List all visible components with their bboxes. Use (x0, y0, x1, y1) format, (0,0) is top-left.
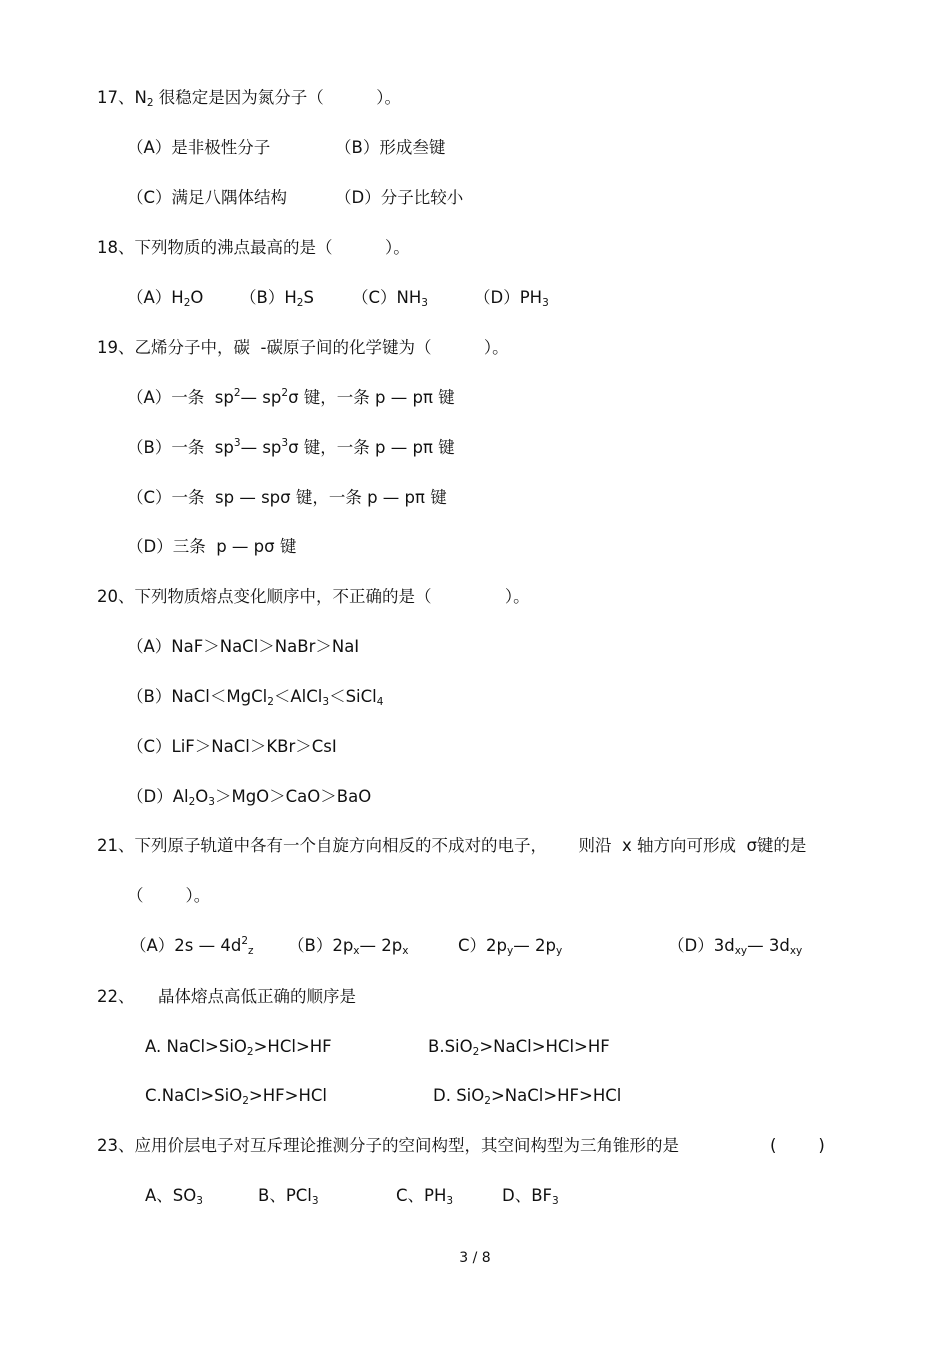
option-23a: A、$SO_3$ (145, 1186, 203, 1207)
option-20d: $(D)Al_2O_3>MgO>CaO>BaO$ (127, 787, 372, 808)
option-20a: （A）NaF＞NaCl＞NaBr＞NaI (127, 637, 360, 656)
question-23-stem: 23、应用价层电子对互斥理论推测分子的空间构型，其空间构型为三角锥形的是 (97, 1136, 679, 1155)
option-18c: $(C)NH_3$ (352, 288, 428, 309)
question-23-answer-blank: ( ) (770, 1136, 825, 1155)
question-number: 17、 (97, 88, 135, 107)
option-23d: D、$BF_3$ (502, 1186, 559, 1207)
option-21b: $(B)2p_x—$ $2p_x$ (288, 936, 409, 957)
option-17a: （A）是非极性分子 (127, 138, 271, 157)
question-21-stem: 21、下列原子轨道中各有一个自旋方向相反的不成对的电子， 则沿 x 轴方向可形成 σ键的是 (97, 836, 807, 855)
question-number: 23、 (97, 1136, 135, 1155)
option-19c: （C）一条 sp — spσ 键，一条 p — pπ 键 (127, 488, 447, 507)
option-18d: $(D)PH_3$ (474, 288, 549, 309)
option-17d: （D）分子比较小 (335, 188, 464, 207)
question-17-stem: 17、$N_2$ 很稳定是因为氮分子（ ）。 (97, 88, 401, 109)
option-23b: B、PCl$_3$ (258, 1186, 319, 1207)
question-number: 21、 (97, 836, 135, 855)
option-23c: C、$PH_3$ (396, 1186, 454, 1207)
question-number: 18、 (97, 238, 135, 257)
option-19d: （D）三条 p — pσ 键 (127, 537, 297, 556)
question-20-stem: 20、下列物质熔点变化顺序中，不正确的是（ ）。 (97, 587, 530, 606)
option-17b: （B）形成叁键 (335, 138, 446, 157)
option-20c: （C）LiF＞NaCl＞KBr＞CsI (127, 737, 337, 756)
option-22d: D. SiO$_2$>NaCl>HF>HCl (433, 1086, 622, 1107)
option-22a: A. NaCl>SiO$_2$>HCl>HF (145, 1037, 332, 1058)
option-19a: （A）一条 $sp^2—$ $sp^2\sigma$ 键，一条 p — pπ 键 (127, 387, 455, 407)
question-number: 22、 (97, 987, 135, 1006)
option-21c: $C)2p_y—$ $2p_y$ (458, 936, 563, 957)
question-22-text: 晶体熔点高低正确的顺序是 (158, 987, 356, 1006)
question-19-stem: 19、乙烯分子中，碳 -碳原子间的化学键为（ ）。 (97, 338, 509, 357)
question-number: 19、 (97, 338, 135, 357)
page-number: 3 / 8 (459, 1250, 491, 1266)
option-19b: （B）一条 $sp^3—$ $sp^3\sigma$ 键，一条 p — pπ 键 (127, 437, 455, 457)
option-21a: （A）2s — $4d^2_z$ (130, 935, 254, 957)
option-22c: C.NaCl>SiO$_2$>HF>HCl (145, 1086, 327, 1107)
question-number: 20、 (97, 587, 135, 606)
option-18a: $(A)H_2O$ (127, 288, 204, 309)
option-21d: $(D)3d_{xy}—$ $3d_{xy}$ (668, 936, 803, 957)
question-22-stem (97, 986, 135, 1008)
option-18b: $(B)H_2S$ (240, 288, 314, 309)
option-17c: （C）满足八隅体结构 (127, 188, 288, 207)
option-22b: B.SiO$_2$>NaCl>HCl>HF (428, 1037, 610, 1058)
option-20b: （B）NaCl＜MgCl$_2$＜AlCl$_3$＜SiCl$_4$ (127, 687, 384, 708)
question-21-answer-blank: （ ）。 (127, 886, 211, 905)
question-18-stem: 18、下列物质的沸点最高的是（ ）。 (97, 238, 410, 257)
